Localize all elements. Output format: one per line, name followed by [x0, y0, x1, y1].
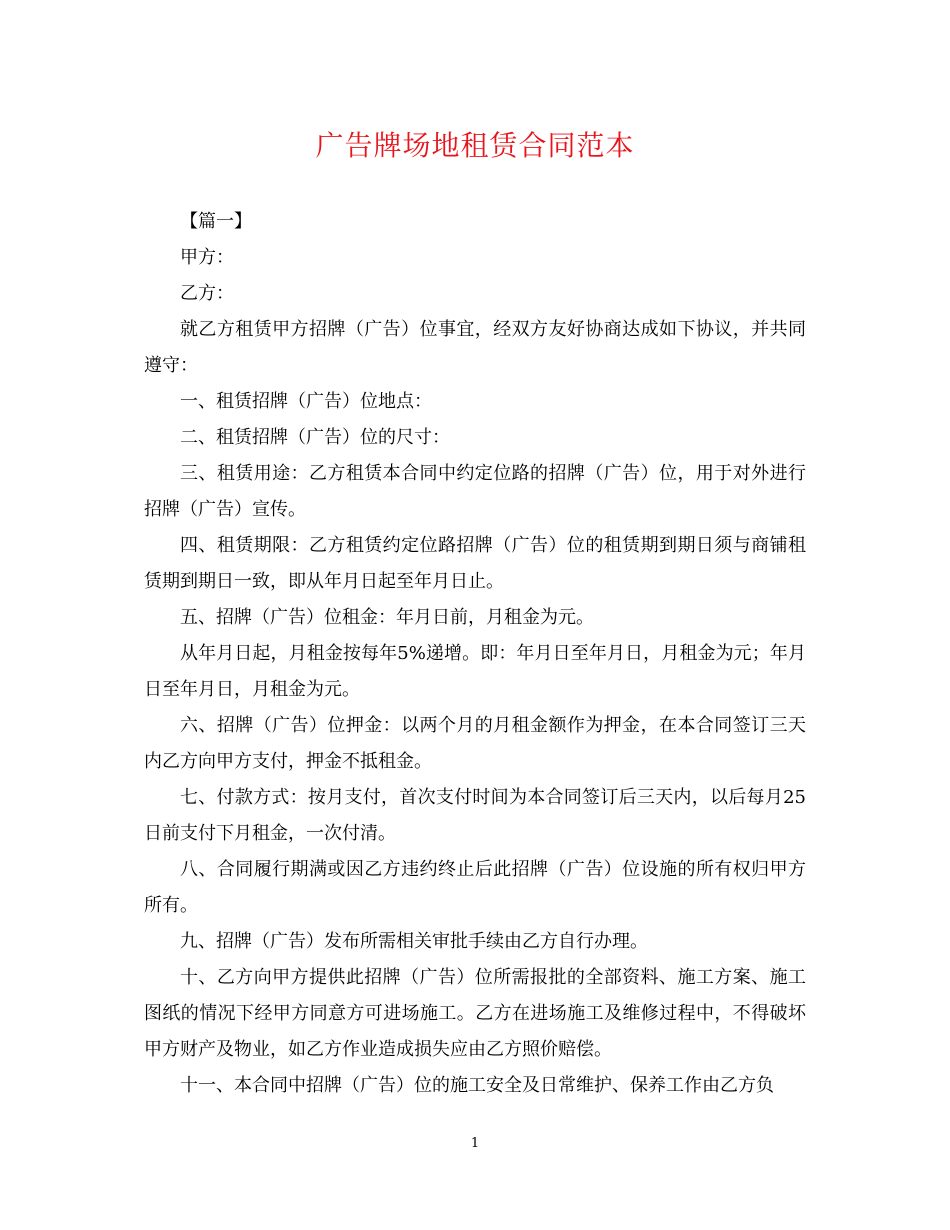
- clause-8: 八、合同履行期满或因乙方违约终止后此招牌（广告）位设施的所有权归甲方所有。: [144, 859, 806, 916]
- page-number: 1: [470, 1136, 480, 1151]
- preamble-paragraph: 就乙方租赁甲方招牌（广告）位事宜，经双方友好协商达成如下协议，并共同遵守：: [144, 319, 806, 376]
- clause-9: 九、招牌（广告）发布所需相关审批手续由乙方自行办理。: [180, 931, 648, 952]
- clause-11: 十一、本合同中招牌（广告）位的施工安全及日常维护、保养工作由乙方负: [180, 1075, 774, 1096]
- clause-3: 三、租赁用途：乙方租赁本合同中约定位路的招牌（广告）位，用于对外进行招牌（广告）宣传。: [144, 463, 806, 520]
- party-b-line: 乙方：: [180, 283, 234, 304]
- document-title: 广告牌场地租赁合同范本: [315, 129, 635, 162]
- clause-1: 一、租赁招牌（广告）位地点：: [180, 391, 432, 412]
- clause-6: 六、招牌（广告）位押金：以两个月的月租金额作为押金，在本合同签订三天内乙方向甲方支付，押金不抵租金。: [144, 715, 806, 772]
- clause-5: 五、招牌（广告）位租金：年月日前，月租金为元。: [180, 607, 594, 628]
- clause-7: 七、付款方式：按月支付，首次支付时间为本合同签订后三天内，以后每月25日前支付下月租金，一次付清。: [144, 787, 806, 844]
- clause-2: 二、租赁招牌（广告）位的尺寸：: [180, 427, 450, 448]
- document-body: [144, 204, 806, 1104]
- clause-5-increase: 从年月日起，月租金按每年5%递增。即：年月日至年月日，月租金为元；年月日至年月日，月租金为元。: [144, 643, 806, 700]
- clause-4: 四、租赁期限：乙方租赁约定位路招牌（广告）位的租赁期到期日须与商铺租赁期到期日一致，即从年月日起至年月日止。: [144, 535, 806, 592]
- clause-10: 十、乙方向甲方提供此招牌（广告）位所需报批的全部资料、施工方案、施工图纸的情况下经甲方同意方可进场施工。乙方在进场施工及维修过程中，不得破坏甲方财产及物业，如乙方作业造成损失应由乙方照价赔偿。: [144, 967, 806, 1060]
- section-heading: 【篇一】: [180, 211, 252, 232]
- party-a-line: 甲方：: [180, 247, 234, 268]
